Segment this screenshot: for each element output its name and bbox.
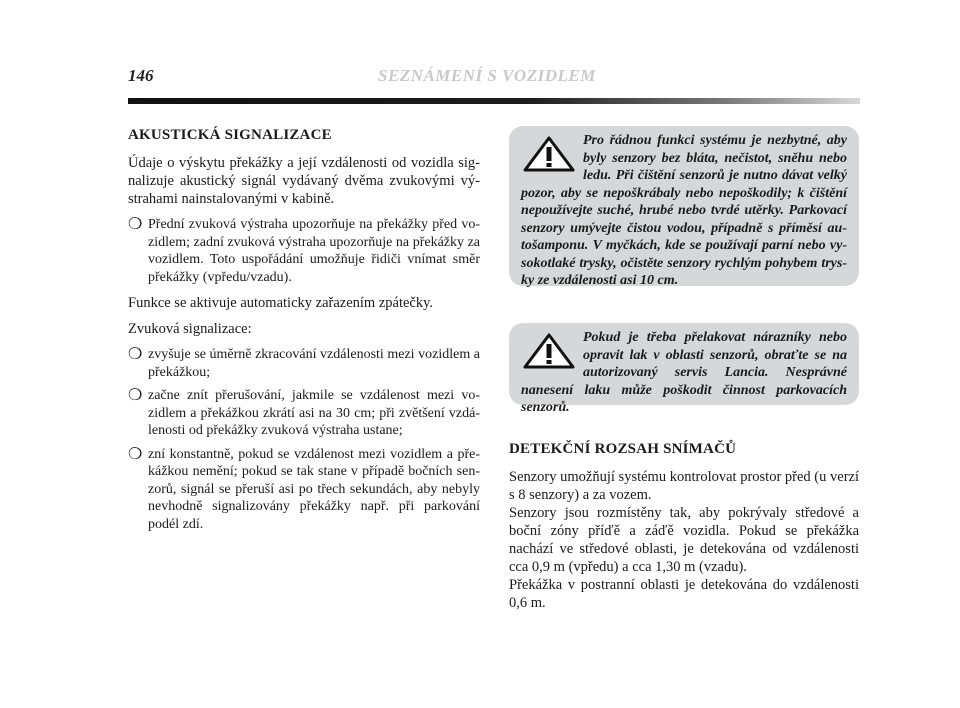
intro-paragraph: Údaje o výskytu překážky a její vzdálenosti od vozidla signalizuje akustický signál vydávaný dvěma zvukovými výstrahami nainstalovanými v kabině. — [128, 155, 480, 207]
circle-bullet-icon: ❍ — [128, 387, 143, 404]
circle-bullet-icon: ❍ — [128, 216, 143, 233]
section-heading-detection-range: DETEKČNÍ ROZSAH SNÍMAČŮ — [509, 441, 737, 457]
section-heading-acoustic-signal: AKUSTICKÁ SIGNALIZACE — [128, 127, 332, 143]
warning-box-bumper-paint — [509, 323, 859, 415]
list-item — [128, 446, 480, 534]
circle-bullet-icon: ❍ — [128, 445, 143, 463]
bullet-list-2 — [128, 346, 480, 533]
header-rule — [128, 98, 860, 104]
warning-text: Pokud je třeba přelakovat nárazníky nebo opravit lak v oblasti senzorů, obraťte se na autorizovaný servis Lancia. Nesprávné nanesení laku může poškodit činnost parkovacích senzorů. — [521, 330, 847, 415]
warning-text: Pro řádnou funkci systému je nezbytné, aby byly senzory bez bláta, nečistot, sněhu nebo ledu. Při čištění senzorů je nutno dávat velký pozor, aby se nepoškrábaly nebo nepoškodily; k čištění nepoužívejte suché, hrubé nebo tvrdé utěrky. Parkovací senzory umývejte čistou vodou, případně s příměsí autošamponu. V myčkách, kde se používají parní nebo vysokotlaké trysky, očistěte senzory rychlým pohybem trysky ze vzdálenosti asi 10 cm. — [521, 133, 847, 288]
running-header: SEZNÁMENÍ S VOZIDLEM — [378, 66, 596, 85]
page-number: 146 — [128, 66, 154, 85]
list-item — [128, 216, 480, 286]
list-item-text: začne znít přerušování, jakmile se vzdálenost mezi vozidlem a překážkou zkrátí asi na 30 cm; při zvětšení vzdálenosti od překážky zvuková výstraha ustane; — [148, 388, 480, 438]
list-item — [128, 387, 480, 440]
list-item-text: zní konstantně, pokud se vzdálenost mezi vozidlem a překážkou nemění; pokud se tak stane v případě bočních senzorů, signál se přeruší asi po třech sekundách, aby nebyly nevhodně signalizovány překážky např. při parkování podél zdí. — [148, 446, 480, 532]
left-column — [128, 126, 480, 541]
list-item-text: zvyšuje se úměrně zkracování vzdálenosti mezi vozidlem a překážkou; — [148, 347, 480, 380]
list-item — [128, 346, 480, 381]
signal-label: Zvuková signalizace: — [128, 321, 252, 337]
right-column — [509, 440, 859, 612]
bullet-list-1 — [128, 216, 480, 286]
circle-bullet-icon: ❍ — [128, 346, 143, 363]
list-item-text: Přední zvuková výstraha upozorňuje na překážky před vozidlem; zadní zvuková výstraha upozorňuje na překážky za vozidlem. Toto uspořádání umožňuje řidiči vnímat směr překážky (vpředu/vzadu). — [148, 217, 480, 285]
range-paragraph: Senzory jsou rozmístěny tak, aby pokrývaly středové a boční zóny příďě a záďě vozidla. Pokud se překážka nachází ve středové oblasti, je detekována od vzdálenosti cca 0,9 m (vpředu) a cca 1,30 m (vzadu). — [509, 505, 859, 575]
range-paragraph: Překážka v postranní oblasti je detekována do vzdálenosti 0,6 m. — [509, 577, 859, 611]
warning-triangle-icon — [523, 136, 575, 172]
warning-triangle-icon — [523, 333, 575, 369]
warning-box-sensor-cleaning — [509, 126, 859, 286]
activation-paragraph: Funkce se aktivuje automaticky zařazením zpátečky. — [128, 295, 434, 311]
range-paragraph: Senzory umožňují systému kontrolovat prostor před (u verzí s 8 senzory) a za vozem. — [509, 469, 859, 503]
